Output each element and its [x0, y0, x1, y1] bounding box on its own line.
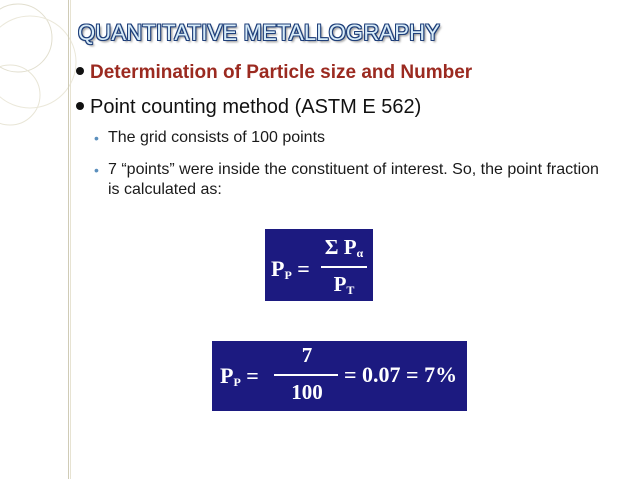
- formula-lhs: $P_P$ =: [220, 363, 259, 389]
- left-rule-secondary: [70, 0, 71, 479]
- formula-point-fraction-result: [212, 341, 467, 411]
- formula-result: = 0.07 = 7%: [344, 362, 458, 387]
- bullet-point-counting: [76, 96, 421, 119]
- left-rule: [68, 0, 69, 479]
- fraction-bar: [274, 374, 338, 376]
- formula-lhs: $P_P$ =: [271, 256, 310, 282]
- sub-bullet-points: [94, 160, 613, 200]
- bullet-particle-size: [76, 62, 472, 84]
- bullet-text: Point counting method (ASTM E 562): [90, 96, 422, 118]
- formula-numerator: 7: [301, 343, 313, 367]
- formula-denominator: 100: [291, 380, 323, 404]
- bullet-text: Determination of Particle size and Number: [90, 62, 473, 83]
- slide-title: QUANTITATIVE METALLOGRAPHY: [78, 20, 441, 45]
- sub-bullet-icon: •: [94, 162, 99, 178]
- bullet-dot-icon: [76, 102, 84, 110]
- formula-numerator: Σ $P_\alpha$: [324, 235, 364, 260]
- bullet-dot-icon: [76, 67, 84, 75]
- formula-point-fraction-definition: [265, 229, 373, 301]
- sub-bullet-grid: [94, 128, 326, 148]
- fraction-bar: [321, 266, 367, 268]
- formula-denominator: $P_T$: [333, 272, 355, 297]
- sub-bullet-text: 7 “points” were inside the constituent of interest. So, the point fraction is calculated as:: [108, 161, 599, 198]
- sub-bullet-icon: •: [94, 130, 99, 146]
- sub-bullet-text: The grid consists of 100 points: [108, 129, 326, 146]
